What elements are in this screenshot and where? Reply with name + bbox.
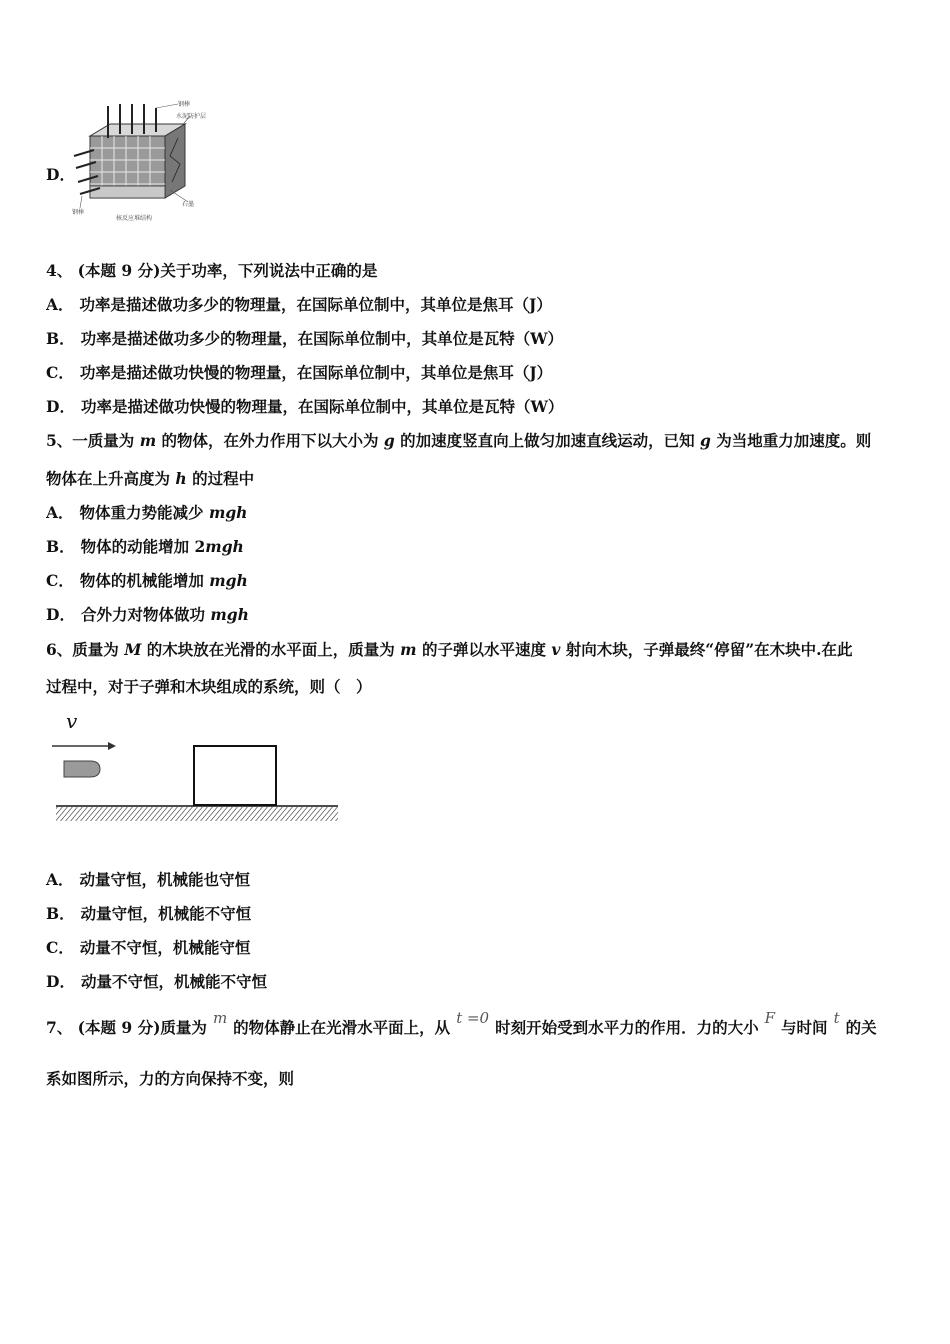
label-bottom-rod: 钢棒 [72, 209, 85, 216]
q6-option-c: C． 动量不守恒，机械能守恒 [46, 938, 251, 957]
wood-block [194, 746, 276, 805]
bullet-block-figure [50, 708, 345, 828]
q6-option-d: D． 动量不守恒，机械能不守恒 [46, 972, 267, 991]
option-label: D． [46, 165, 75, 184]
q6-option-b: B． 动量守恒，机械能不守恒 [46, 904, 252, 923]
q5-stem-line2: 物体在上升高度为 h 的过程中 [46, 469, 255, 488]
label-top-rod: 钢棒 [178, 101, 191, 108]
q5-option-d: D． 合外力对物体做功 mgh [46, 605, 249, 624]
q6-option-a: A． 动量守恒，机械能也守恒 [46, 870, 251, 889]
q6-stem-line1: 6、质量为 M 的木块放在光滑的水平面上，质量为 m 的子弹以水平速度 v 射向木块，子弹最终“停留”在木块中.在此 [46, 640, 853, 659]
velocity-label: v [66, 709, 78, 733]
q4-stem: 4、 (本题 9 分)关于功率，下列说法中正确的是 [46, 261, 378, 280]
q5-stem-line1: 5、一质量为 m 的物体，在外力作用下以大小为 g 的加速度竖直向上做匀加速直线运动，已知 g 为当地重力加速度。则 [46, 431, 872, 450]
label-cement-layer: 水泥防护层 [176, 113, 207, 120]
q4-option-a: A． 功率是描述做功多少的物理量，在国际单位制中，其单位是焦耳（J） [46, 295, 552, 314]
label-graphite: 石墨 [182, 201, 195, 208]
q4-option-c: C． 功率是描述做功快慢的物理量，在国际单位制中，其单位是焦耳（J） [46, 363, 553, 382]
figure-caption: 核反应堆结构 [116, 215, 153, 222]
q4-option-d: D． 功率是描述做功快慢的物理量，在国际单位制中，其单位是瓦特（W） [46, 397, 564, 416]
q5-option-b: B． 物体的动能增加 2mgh [46, 537, 244, 556]
q6-stem-line2: 过程中，对于子弹和木块组成的系统，则（ ） [46, 677, 372, 696]
q7-stem-line2: 系如图所示，力的方向保持不变，则 [46, 1069, 295, 1088]
ground-hatching [56, 807, 338, 821]
q5-option-c: C． 物体的机械能增加 mgh [46, 571, 248, 590]
q4-option-b: B． 功率是描述做功多少的物理量，在国际单位制中，其单位是瓦特（W） [46, 329, 564, 348]
q5-option-a: A． 物体重力势能减少 mgh [46, 503, 248, 522]
reactor-structure-figure [70, 98, 230, 228]
bullet [64, 761, 100, 777]
q7-stem-line1: 7、 (本题 9 分)质量为 m 的物体静止在光滑水平面上，从 t =0 时刻开始受到水平力的作用．力的大小 F 与时间 t 的关 [46, 1009, 877, 1037]
